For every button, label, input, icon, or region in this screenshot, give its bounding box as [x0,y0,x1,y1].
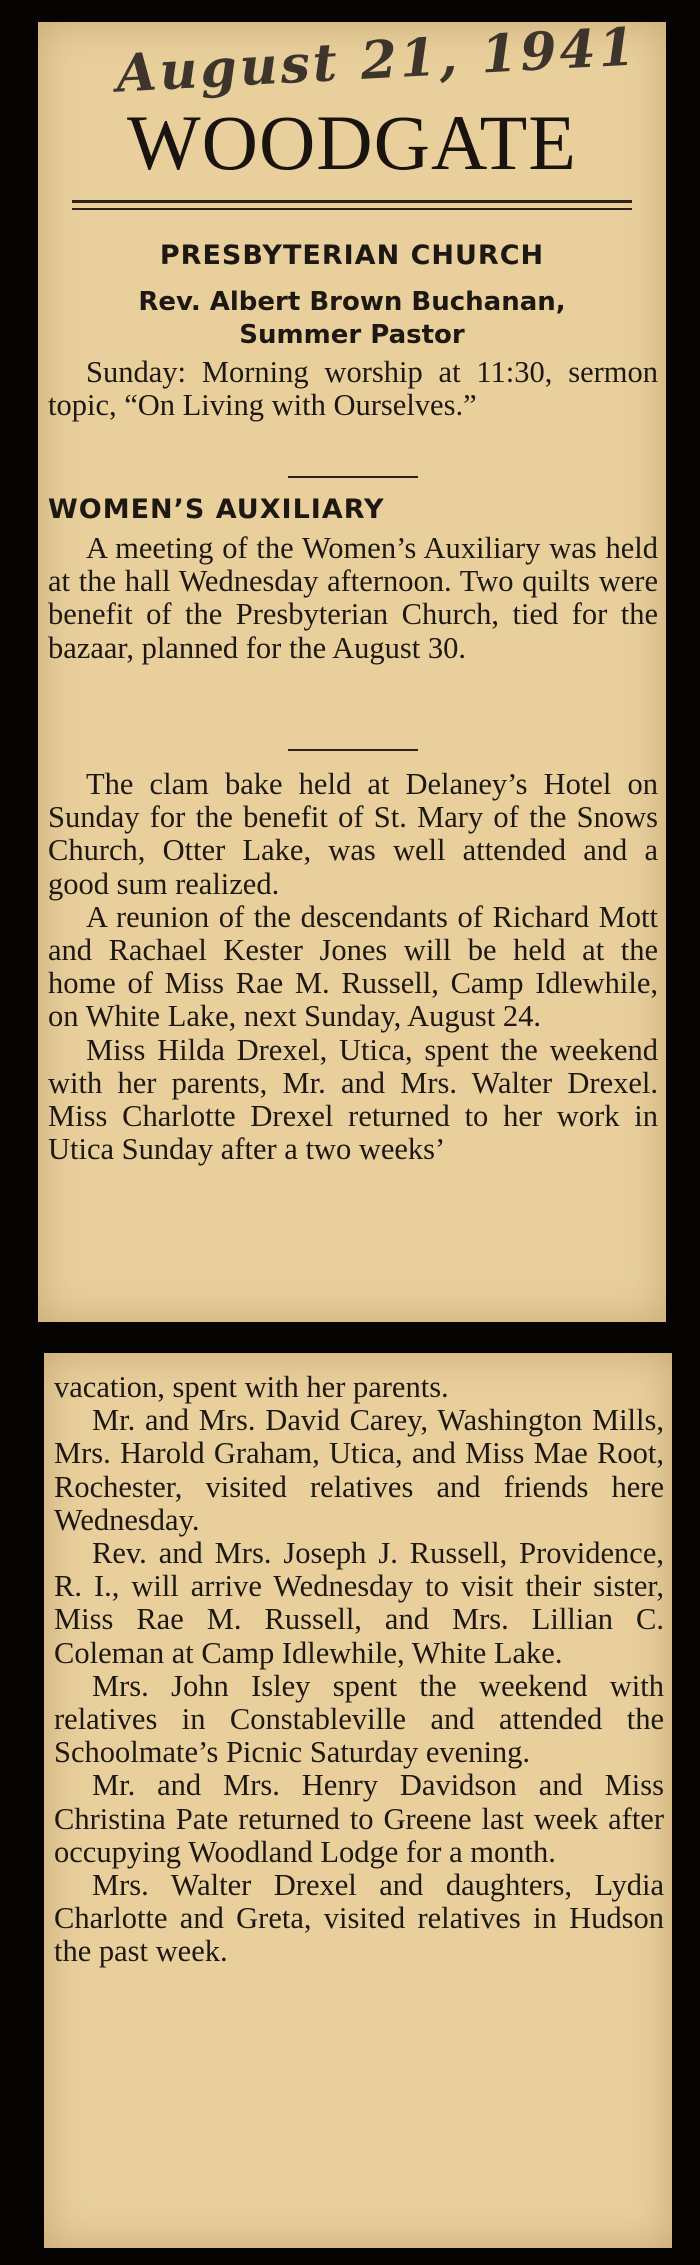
masthead-rule [72,200,632,203]
masthead-title: WOODGATE [127,99,577,186]
news-item: Mrs. Walter Drexel and daughters, Lydia Charlotte and Greta, visited relatives in Hudson the past week. [54,1868,664,1969]
news-item: The clam bake held at Delaney’s Hotel on Sunday for the benefit of St. Mary of the Snows Church, Otter Lake, was well attended and a good sum realized. [48,767,658,901]
news-continuation: vacation, spent with her parents. [54,1370,449,1404]
pastor-line-2: Summer Pastor [239,320,465,350]
news-item: Mrs. John Isley spent the weekend with relatives in Constableville and attended the Schoolmate’s Picnic Saturday evening. [54,1668,664,1770]
news-item: Mr. and Mrs. David Carey, Washington Mills, Mrs. Harold Graham, Utica, and Miss Mae Root, Rochester, visited relatives and friends here Wednesday. [54,1403,664,1537]
section-divider-2 [288,749,418,751]
auxiliary-article [48,532,658,665]
masthead-rule-2 [72,208,632,210]
church-heading: PRESBYTERIAN CHURCH [159,240,545,271]
clipping-bottom [44,1353,672,2248]
church-notice [48,356,658,422]
handwritten-date: August 21, 1941 [114,16,640,105]
pastor-line-1: Rev. Albert Brown Buchanan, [138,287,566,317]
news-column-bottom [54,1371,664,1969]
news-item: Miss Hilda Drexel, Utica, spent the weekend with her parents, Mr. and Mrs. Walter Drexel. Miss Charlotte Drexel returned to her work in Utica Sunday after a two weeks’ [48,1032,658,1167]
news-item: Mr. and Mrs. Henry Davidson and Miss Christina Pate returned to Greene last week after occupying Woodland Lodge for a month. [54,1768,664,1869]
section-divider [288,476,418,478]
news-column-top [48,768,658,1166]
news-item: A reunion of the descendants of Richard Mott and Rachael Kester Jones will be held at the home of Miss Rae M. Russell, Camp Idlewhile, on White Lake, next Sunday, August 24. [48,899,658,1034]
clipping-top [38,16,666,1322]
church-notice-text: Sunday: Morning worship at 11:30, sermon topic, “On Living with Ourselves.” [48,355,658,423]
auxiliary-heading: WOMEN’S AUXILIARY [48,494,385,525]
news-item: Rev. and Mrs. Joseph J. Russell, Providence, R. I., will arrive Wednesday to visit their sister, Miss Rae M. Russell, and Mrs. Lillian C. Coleman at Camp Idlewhile, White Lake. [54,1536,664,1670]
auxiliary-text: A meeting of the Women’s Auxiliary was held at the hall Wednesday afternoon. Two quilts were benefit of the Presbyterian Church, tied for the bazaar, planned for the August 30. [48,531,658,665]
